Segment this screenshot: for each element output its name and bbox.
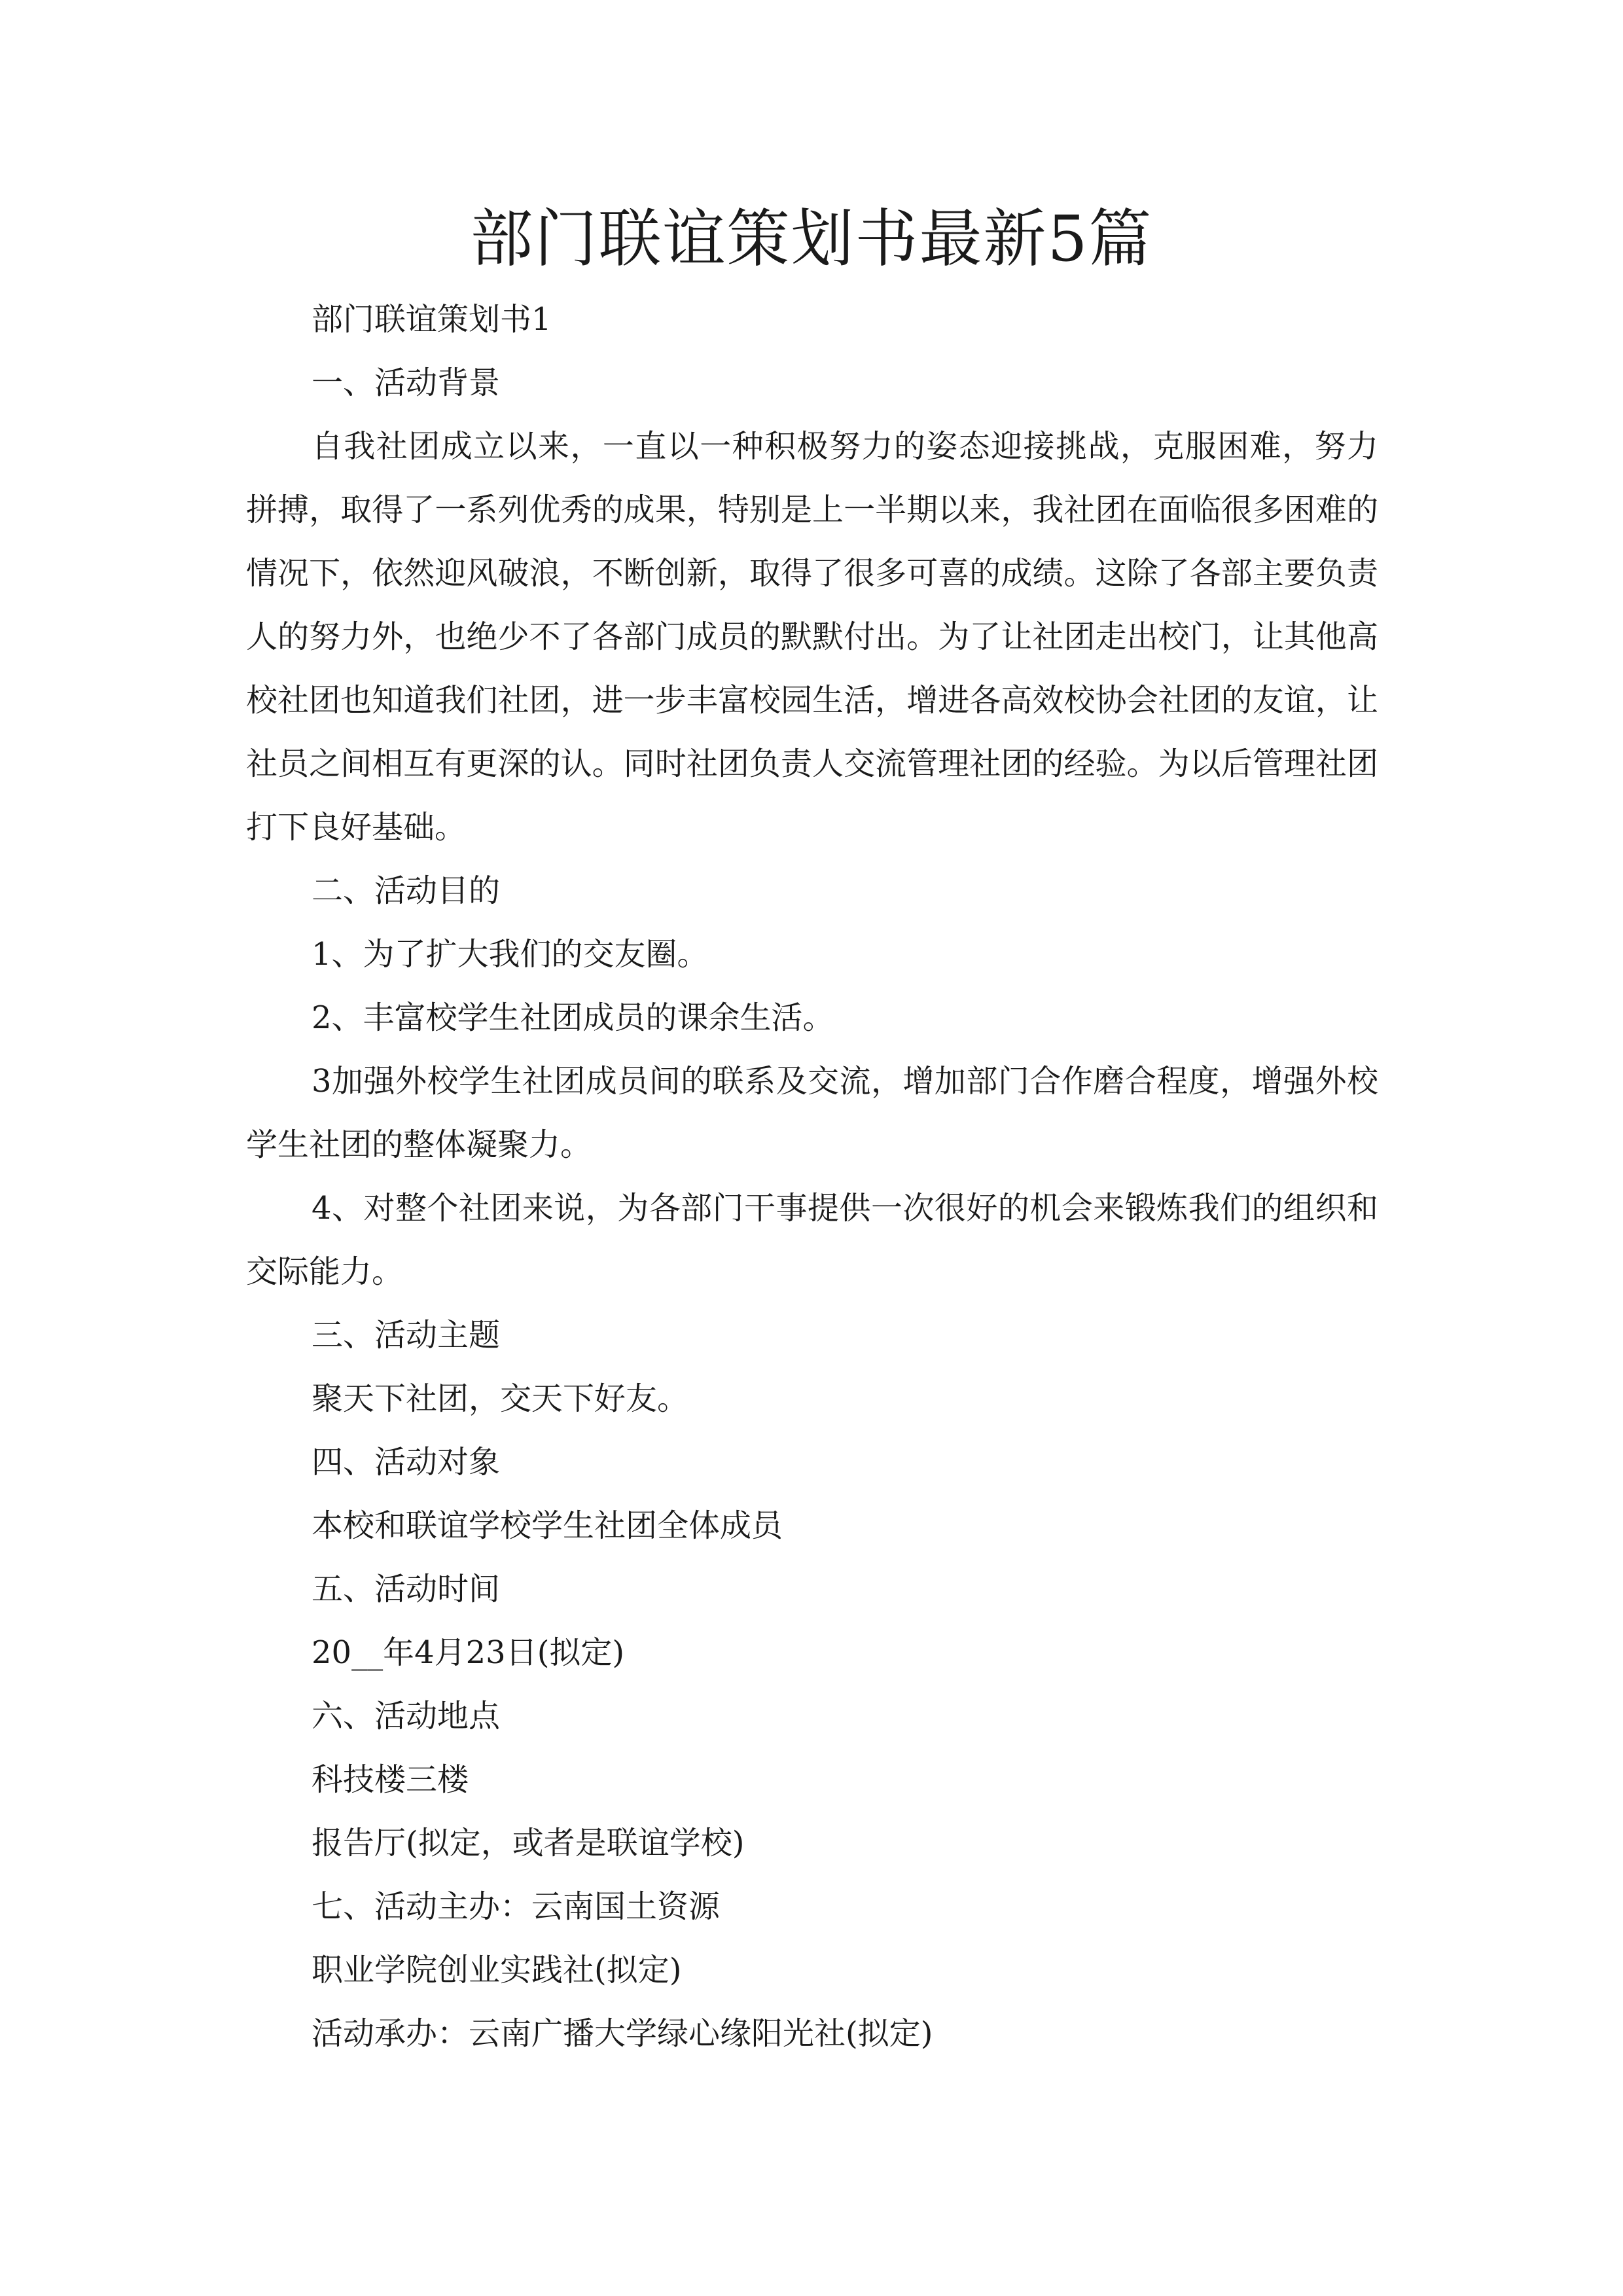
body-line: 20__年4月23日(拟定) <box>312 1634 625 1671</box>
section-heading: 三、活动主题 <box>312 1317 501 1354</box>
body-line: 聚天下社团，交天下好友。 <box>312 1380 689 1417</box>
list-item: 3加强外校学生社团成员间的联系及交流，增加部门合作磨合程度，增强外校学生社团的整体凝聚力。 <box>246 1063 1378 1163</box>
section-heading: 五、活动时间 <box>312 1571 501 1607</box>
document-body <box>246 288 1378 2066</box>
list-item: 4、对整个社团来说，为各部门干事提供一次很好的机会来锻炼我们的组织和交际能力。 <box>246 1190 1378 1290</box>
section-heading: 七、活动主办：云南国土资源 <box>312 1888 721 1925</box>
list-item: 1、为了扩大我们的交友圈。 <box>312 936 709 973</box>
body-line: 职业学院创业实践社(拟定) <box>312 1952 682 1988</box>
section-heading: 一、活动背景 <box>312 365 501 401</box>
section-heading: 四、活动对象 <box>312 1444 501 1480</box>
section-heading: 二、活动目的 <box>312 872 501 909</box>
section-heading: 部门联谊策划书1 <box>312 301 552 338</box>
section-heading: 六、活动地点 <box>312 1698 501 1734</box>
body-line: 本校和联谊学校学生社团全体成员 <box>312 1507 783 1544</box>
body-line: 科技楼三楼 <box>312 1761 469 1798</box>
body-paragraph: 自我社团成立以来，一直以一种积极努力的姿态迎接挑战，克服困难，努力拼搏，取得了一系列优秀的成果，特别是上一半期以来，我社团在面临很多困难的情况下，依然迎风破浪，不断创新，取得了很多可喜的成绩。这除了各部主要负责人的努力外，也绝少不了各部门成员的默默付出。为了让社团走出校门，让其他高校社团也知道我们社团，进一步丰富校园生活，增进各高效校协会社团的友谊，让社员之间相互有更深的认。同时社团负责人交流管理社团的经验。为以后管理社团打下良好基础。 <box>246 428 1378 846</box>
list-item: 2、丰富校学生社团成员的课余生活。 <box>312 999 834 1036</box>
body-line: 报告厅(拟定，或者是联谊学校) <box>312 1825 745 1861</box>
body-line: 活动承办：云南广播大学绿心缘阳光社(拟定) <box>312 2015 933 2052</box>
document-title: 部门联谊策划书最新5篇 <box>470 202 1153 276</box>
